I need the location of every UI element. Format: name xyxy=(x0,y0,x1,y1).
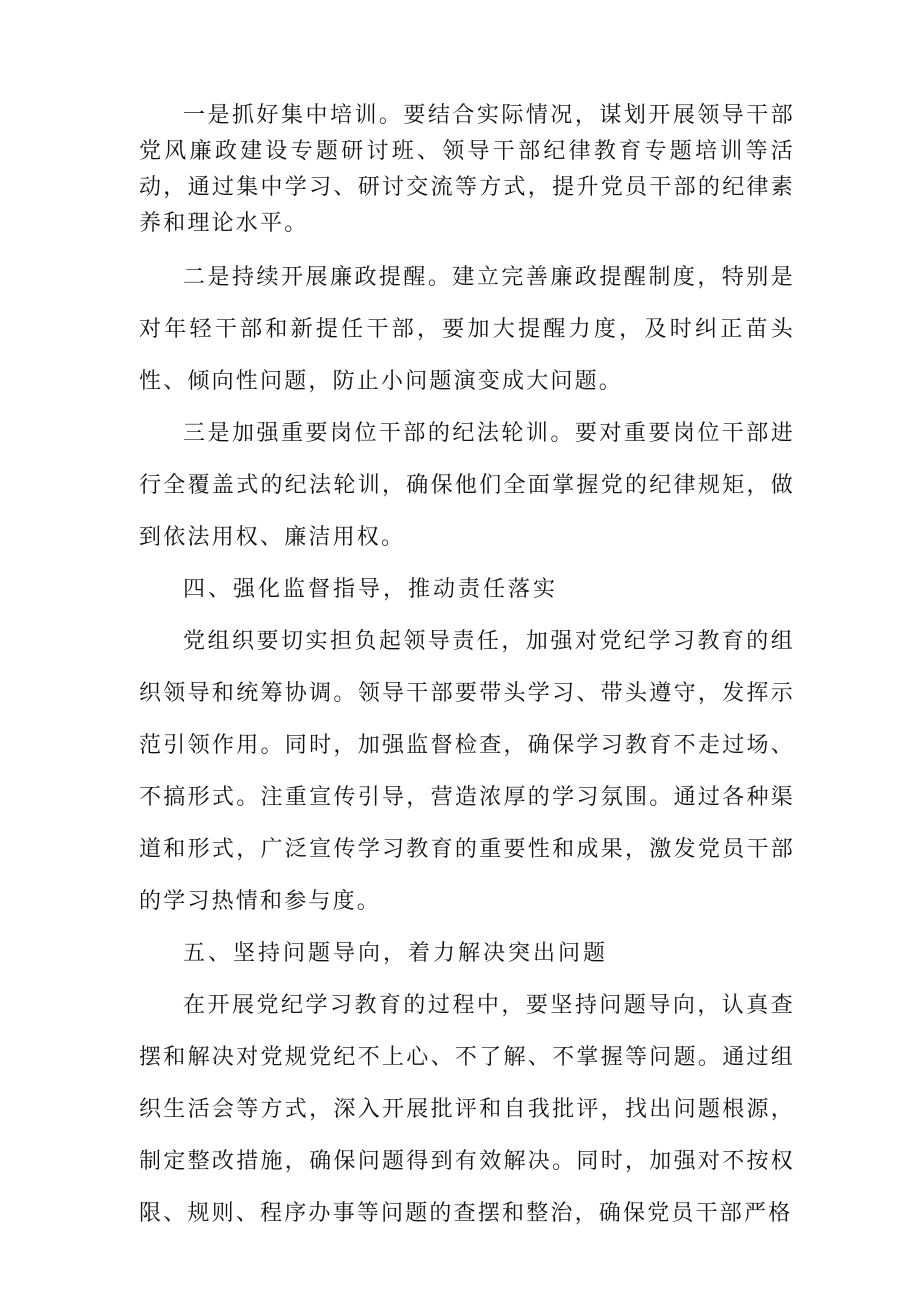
section-heading-problem-oriented: 五、坚持问题导向，着力解决突出问题 xyxy=(183,941,609,966)
section-heading-supervision: 四、强化监督指导，推动责任落实 xyxy=(183,577,559,602)
paragraph-integrity-reminders: 二是持续开展廉政提醒。建立完善廉政提醒制度，特别是对年轻干部和新提任干部，要加大提醒力度，及时纠正苗头性、倾向性问题，防止小问题演变成大问题。 xyxy=(139,265,795,394)
paragraph-problem-solving: 在开展党纪学习教育的过程中，要坚持问题导向，认真查摆和解决对党规党纪不上心、不了解、不掌握等问题。通过组织生活会等方式，深入开展批评和自我批评，找出问题根源，制定整改措施，确保问题得到有效解决。同时，加强对不按权限、规则、程序办事等问题的查摆和整治，确保党员干部严格 xyxy=(139,993,795,1226)
paragraph-centralized-training: 一是抓好集中培训。要结合实际情况，谋划开展领导干部党风廉政建设专题研讨班、领导干部纪律教育专题培训等活动，通过集中学习、研讨交流等方式，提升党员干部的纪律素养和理论水平。 xyxy=(139,103,795,236)
paragraph-party-organization-responsibility: 党组织要切实担负起领导责任，加强对党纪学习教育的组织领导和统筹协调。领导干部要带头学习、带头遵守，发挥示范引领作用。同时，加强监督检查，确保学习教育不走过场、不搞形式。注重宣传引导，营造浓厚的学习氛围。通过各种渠道和形式，广泛宣传学习教育的重要性和成果，激发党员干部的学习热情和参与度。 xyxy=(139,629,795,914)
document-body xyxy=(139,98,795,1240)
paragraph-key-post-training: 三是加强重要岗位干部的纪法轮训。要对重要岗位干部进行全覆盖式的纪法轮训，确保他们全面掌握党的纪律规矩，做到依法用权、廉洁用权。 xyxy=(139,421,795,550)
